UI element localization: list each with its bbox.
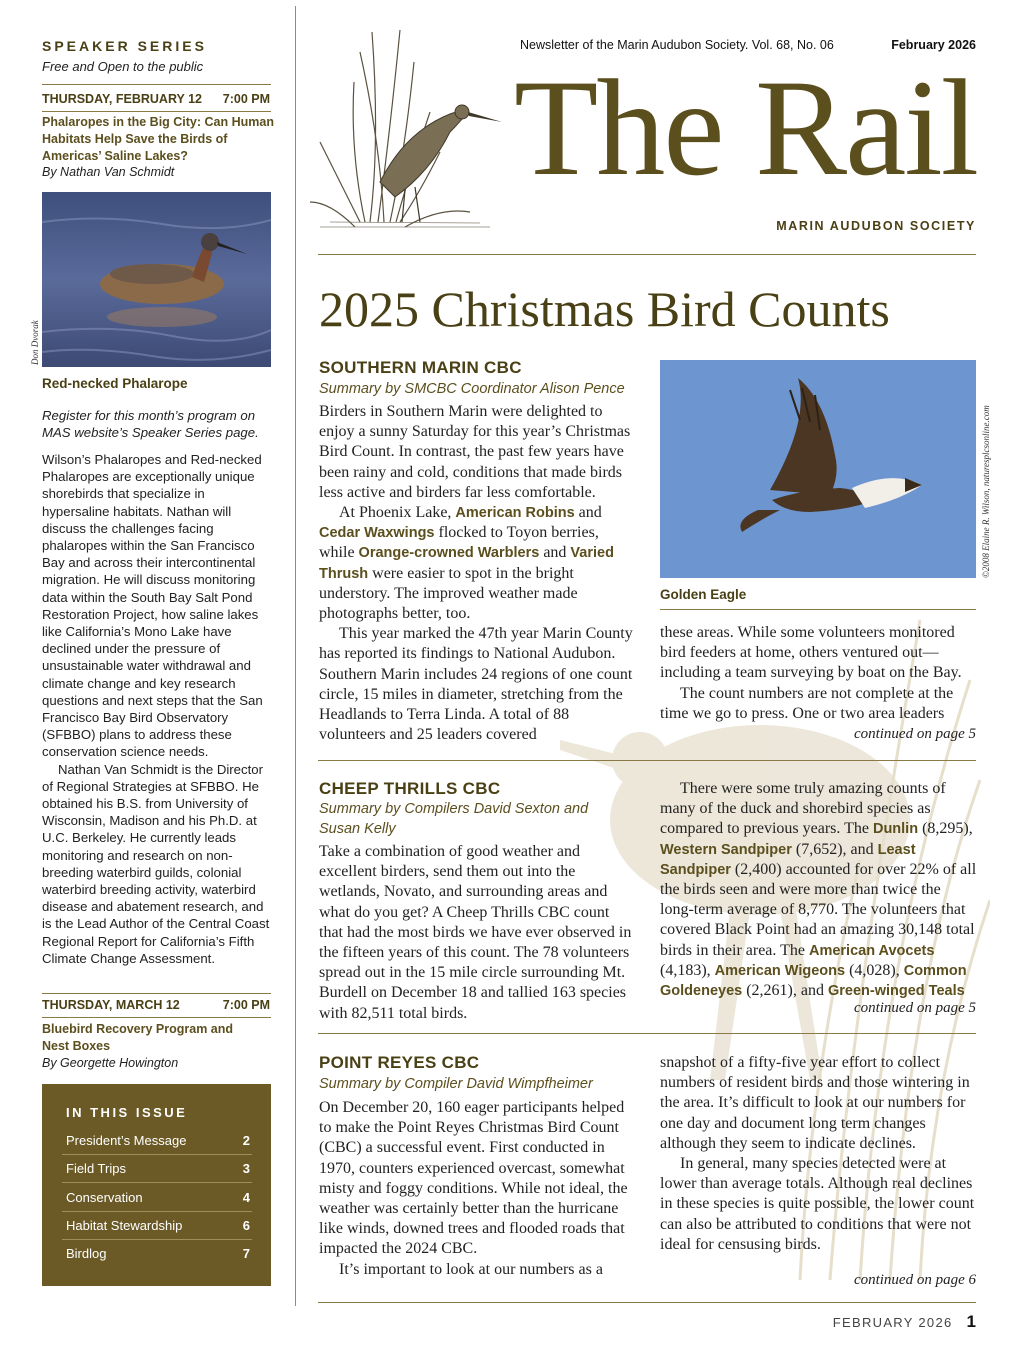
toc-page: 3 <box>242 1161 250 1176</box>
toc-item-presidents-message[interactable] <box>66 1133 250 1148</box>
in-this-issue-title: IN THIS ISSUE <box>66 1105 188 1120</box>
masthead-title: The Rail <box>514 51 978 204</box>
cheep-thrills-subtitle: Summary by Compilers David Sexton and Susan Kelly <box>319 801 589 837</box>
toc-label: Birdlog <box>66 1246 107 1261</box>
divider <box>660 609 976 610</box>
phalarope-photo <box>42 192 271 367</box>
toc-page: 4 <box>242 1190 250 1205</box>
eagle-photo-credit: ©2008 Elaine R. Wilson, naturesplcsonline.com <box>981 405 991 578</box>
reyes-continued-link[interactable]: continued on page 6 <box>853 1272 976 1288</box>
southern-marin-col2 <box>660 623 978 724</box>
divider <box>62 1211 252 1212</box>
toc-label: Habitat Stewardship <box>66 1218 183 1233</box>
event1-body-p1: Wilson’s Phalaropes and Red-necked Phalaropes are exceptionally unique shorebirds that specialize in hypersaline habitats. Nathan will discuss the challenges facing phalaropes within the San Francisco Bay and across their intercontinental migration. He will discuss monitoring data within the South Bay Salt Pond Restoration Project, how saline lakes like California’s Mono Lake have declined under the pressure of unsustainable water withdrawal and climate change and key research questions and next steps that the San Francisco Bay Bird Observatory (SFBBO) plans to address these conservation science needs. <box>42 452 263 760</box>
event1-title: Phalaropes in the Big City: Can Human Habitats Help Save the Birds of Americas’ Saline Lakes? <box>42 115 274 163</box>
event1-time: 7:00 PM <box>222 92 270 106</box>
toc-item-conservation[interactable] <box>66 1190 250 1205</box>
divider <box>318 254 976 255</box>
southern-marin-title: SOUTHERN MARIN CBC <box>319 358 522 377</box>
main-headline: 2025 Christmas Bird Counts <box>319 281 890 337</box>
bird-name: American Avocets <box>808 942 935 959</box>
southern-p3: This year marked the 47th year Marin County has reported its findings to National Audubon. Southern Marin includes 24 regions of one count circle, 15 miles in diameter, stretching from the Headlands to Terra Linda. A total of 88 volunteers and 25 leaders covered <box>319 625 633 744</box>
toc-page: 7 <box>242 1246 250 1261</box>
toc-item-habitat-stewardship[interactable] <box>66 1218 250 1233</box>
toc-page: 2 <box>242 1133 250 1148</box>
society-name: MARIN AUDUBON SOCIETY <box>776 219 976 233</box>
bird-name: Western Sandpiper <box>660 841 792 858</box>
footer-issue: FEBRUARY 2026 <box>832 1315 953 1330</box>
bird-name: Common Goldeneyes <box>660 962 967 1000</box>
divider <box>42 111 271 112</box>
point-reyes-title: POINT REYES CBC <box>319 1053 480 1072</box>
divider <box>42 1017 271 1018</box>
toc-label: Field Trips <box>66 1161 126 1176</box>
southern-continued-link[interactable]: continued on page 5 <box>853 726 976 742</box>
southern-marin-subtitle: Summary by SMCBC Coordinator Alison Pence <box>319 381 625 397</box>
divider <box>62 1239 252 1240</box>
newsletter-meta: Newsletter of the Marin Audubon Society. Vol. 68, No. 06 <box>520 38 834 52</box>
event1-body-p2: Nathan Van Schmidt is the Director of Regional Strategies at SFBBO. He obtained his B.S. from University of Wisconsin, Madison and his Ph.D. at U.C. Berkeley. He currently leads monitoring and research on non-breeding waterbird guilds, colonial waterbird breeding activity, waterbird disease and abatement research, and is the Lead Author of the Central Coast Regional Report for California’s Fifth Climate Change Assessment. <box>42 761 270 966</box>
reyes-p4: In general, many species detected were at lower than average totals. Although real declines in these species is quite possible, the lower count can also be attributed to conditions that were not ideal for censusing birds. <box>660 1155 975 1253</box>
southern-p2: At Phoenix Lake, American Robins and Cedar Waxwings flocked to Toyon berries, while Orange-crowned Warblers and Varied Thrush were easier to spot in the bright understory. The improved weather made photographs better, too. <box>319 504 614 623</box>
toc-item-field-trips[interactable] <box>66 1161 250 1176</box>
divider <box>318 760 976 761</box>
event2-byline: By Georgette Howington <box>42 1056 179 1070</box>
bird-name: Cedar Waxwings <box>319 525 435 542</box>
divider <box>62 1154 252 1155</box>
bird-name: Green-winged Teals <box>827 983 965 1000</box>
southern-marin-col1 <box>319 402 637 745</box>
divider <box>42 993 271 994</box>
point-reyes-col1 <box>319 1098 637 1280</box>
cheep-thrills-col1 <box>319 842 637 1024</box>
cheep-thrills-title: CHEEP THRILLS CBC <box>319 779 501 798</box>
bird-name: Least Sandpiper <box>660 841 916 878</box>
southern-p5: The count numbers are not complete at the time we go to press. One or two area leaders <box>660 684 954 722</box>
point-reyes-col2 <box>660 1053 978 1255</box>
divider <box>318 1033 976 1034</box>
issue-date: February 2026 <box>891 38 976 52</box>
column-divider <box>295 6 296 1306</box>
reyes-p2: It’s important to look at our numbers as a <box>339 1260 603 1278</box>
bird-name: Dunlin <box>872 821 919 838</box>
reyes-p3: snapshot of a fifty-five year effort to collect numbers of resident birds and those wintering in the area. It’s difficult to look at our numbers for one day and document long term changes although they seem to indicate declines. <box>660 1054 970 1152</box>
southern-p4: these areas. While some volunteers monitored bird feeders at home, others ventured out—including a team surveying by boat on the Bay. <box>660 624 962 682</box>
bird-name: Varied Thrush <box>319 545 614 582</box>
toc-page: 6 <box>242 1218 250 1233</box>
speaker-series-kicker: SPEAKER SERIES <box>42 38 207 54</box>
event1-header <box>42 92 270 106</box>
event2-time: 7:00 PM <box>222 998 270 1012</box>
reyes-p1: On December 20, 160 eager participants helped to make the Point Reyes Christmas Bird Count (CBC) a successful event. First conducted in 1970, counters experienced overcast, somewhat misty and foggy conditions. While not ideal, the weather was certainly better than the hurricane like winds, downed trees and flooded roads that impacted the 2024 CBC. <box>319 1099 628 1258</box>
toc-label: President’s Message <box>66 1133 187 1148</box>
phalarope-photo-credit: Don Dvorak <box>30 320 40 365</box>
golden-eagle-caption: Golden Eagle <box>660 587 747 602</box>
in-this-issue-box <box>42 1084 271 1286</box>
southern-p1: Birders in Southern Marin were delighted to enjoy a sunny Saturday for this year’s Christmas Bird Count. In contrast, the past few years have been rainy and cold, conditions that made birds less active and birders far less comfortable. <box>319 403 631 501</box>
golden-eagle-photo <box>660 360 976 578</box>
cheep-thrills-col2 <box>660 779 978 1001</box>
event2-date: THURSDAY, MARCH 12 <box>42 998 180 1012</box>
bird-name: American Robins <box>455 505 575 522</box>
cheep-p2: There were some truly amazing counts of many of the duck and shorebird species as compared to previous years. The Dunlin (8,295), Western Sandpiper (7,652), and Least Sandpiper (2,400) accounted for over 22% of all the birds seen and were more than twice the long-term average of 8,770. The volunteers that covered Black Point had an amazing 30,148 total birds in their area. The American Avocets (4,183), American Wigeons (4,028), Common Goldeneyes (2,261), and Green-winged Teals <box>660 780 977 1000</box>
event2-title: Bluebird Recovery Program and Nest Boxes <box>42 1022 234 1053</box>
point-reyes-subtitle: Summary by Compiler David Wimpfheimer <box>319 1076 593 1092</box>
toc-item-birdlog[interactable] <box>66 1246 250 1261</box>
page-footer <box>833 1312 976 1332</box>
bird-name: Orange-crowned Warblers <box>358 545 540 562</box>
rail-bird-illustration <box>310 22 510 234</box>
event1-byline: By Nathan Van Schmidt <box>42 165 175 179</box>
speaker-series-subtitle: Free and Open to the public <box>42 59 204 74</box>
divider <box>318 1302 976 1303</box>
event2-header <box>42 998 270 1012</box>
divider <box>42 84 271 85</box>
page-number: 1 <box>966 1312 976 1331</box>
divider <box>62 1182 252 1183</box>
register-note: Register for this month’s program on MAS website’s Speaker Series page. <box>42 408 259 441</box>
cheep-p1: Take a combination of good weather and excellent birders, send them out into the wetlands, Novato, and surrounding areas and what do you get? A Cheep Thrills CBC count that had the most birds we have ever observed in the fifteen years of this count. The 78 volunteers spread out in the 15 mile circle surrounding Mt. Burdell on December 18 and tallied 163 species with 82,511 total birds. <box>319 843 632 1022</box>
phalarope-caption: Red-necked Phalarope <box>42 376 188 391</box>
event1-body <box>42 451 274 967</box>
bird-name: American Wigeons <box>714 962 846 979</box>
cheep-continued-link[interactable]: continued on page 5 <box>853 1000 976 1016</box>
event1-date: THURSDAY, FEBRUARY 12 <box>42 92 202 106</box>
toc-label: Conservation <box>66 1190 143 1205</box>
